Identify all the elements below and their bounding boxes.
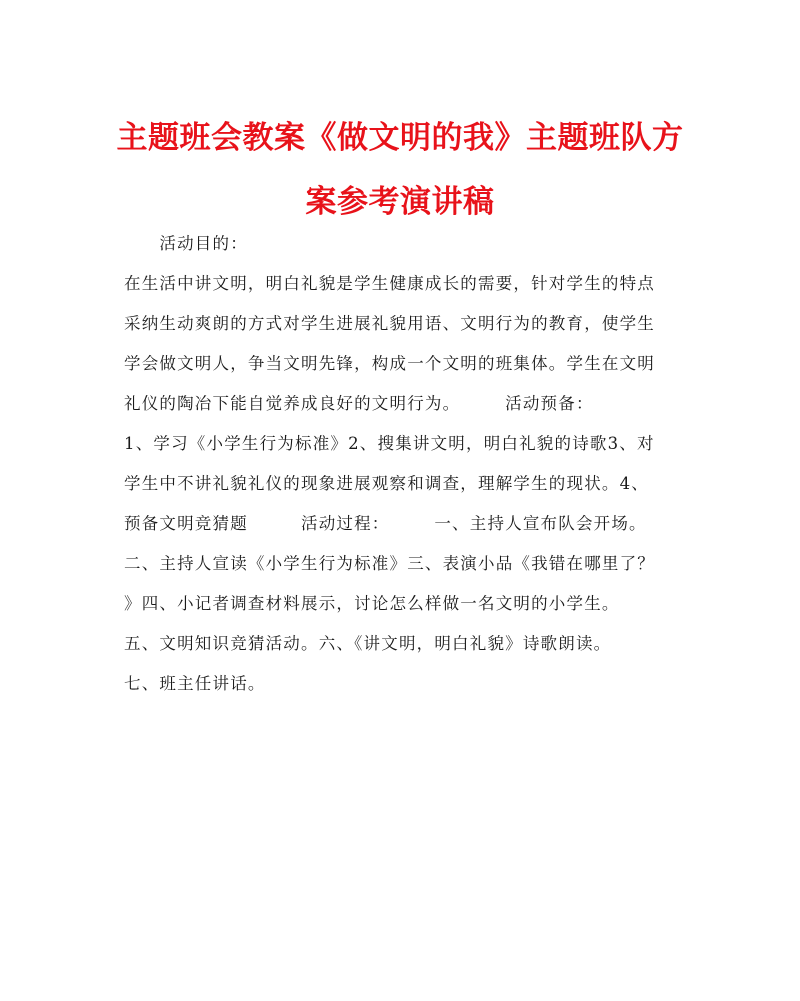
body-line-5: 礼仪的陶冶下能自觉养成良好的文明行为。 活动预备： bbox=[124, 394, 594, 413]
body-line-6: 1、学习《小学生行为标准》2、搜集讲文明，明白礼貌的诗歌3、对 bbox=[124, 434, 655, 453]
body-line-4: 学会做文明人，争当文明先锋，构成一个文明的班集体。学生在文明 bbox=[124, 354, 655, 373]
body-line-2: 在生活中讲文明，明白礼貌是学生健康成长的需要，针对学生的特点 bbox=[124, 274, 655, 293]
body-line-11: 五、文明知识竞猜活动。六、《讲文明，明白礼貌》诗歌朗读。 bbox=[124, 634, 612, 653]
document-title-line-2: 案参考演讲稿 bbox=[305, 184, 495, 220]
body-line-10: 》四、小记者调查材料展示，讨论怎么样做一名文明的小学生。 bbox=[124, 594, 620, 613]
body-line-7: 学生中不讲礼貌礼仪的现象进展观察和调查，理解学生的现状。4、 bbox=[124, 474, 649, 493]
body-line-9: 二、主持人宣读《小学生行为标准》三、表演小品《我错在哪里了？ bbox=[124, 554, 655, 573]
body-line-3: 采纳生动爽朗的方式对学生进展礼貌用语、文明行为的教育，使学生 bbox=[124, 314, 655, 333]
body-line-1: 活动目的： bbox=[124, 234, 248, 253]
document-title-line-1: 主题班会教案《做文明的我》主题班队方 bbox=[116, 120, 684, 156]
body-line-12: 七、班主任讲话。 bbox=[124, 674, 266, 693]
body-line-8: 预备文明竞猜题 活动过程： 一、主持人宣布队会开场。 bbox=[124, 514, 647, 533]
